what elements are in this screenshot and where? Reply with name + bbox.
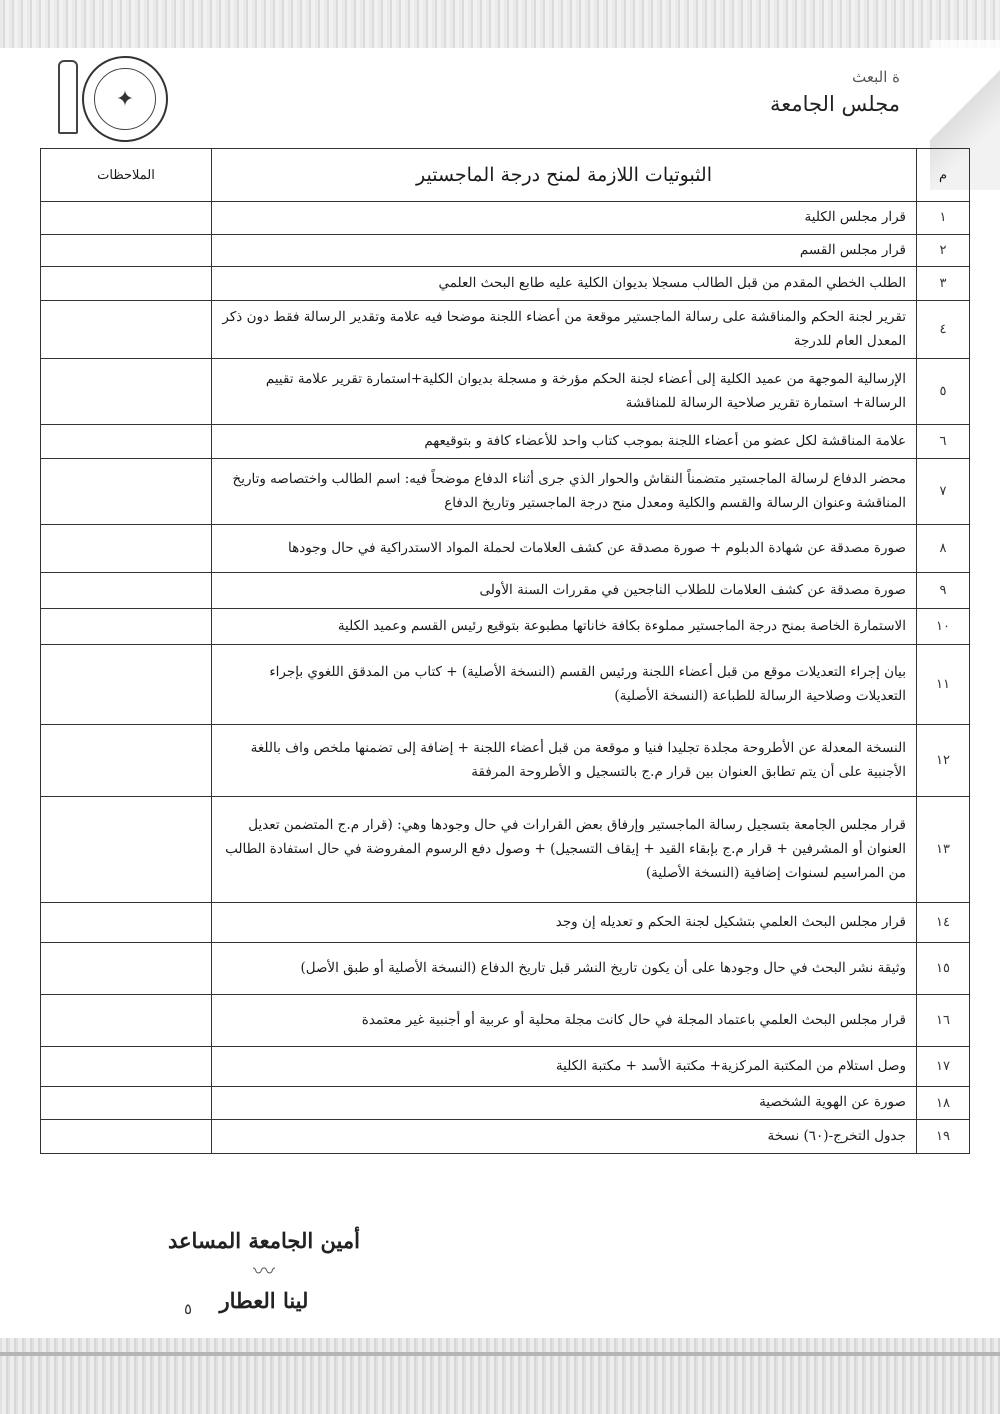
row-number: ١٤ <box>917 903 970 943</box>
table-row <box>41 525 970 573</box>
row-number: ٨ <box>917 525 970 573</box>
requirements-table <box>40 148 970 1154</box>
row-number: ٦ <box>917 425 970 459</box>
row-notes <box>41 459 212 525</box>
table-row <box>41 1087 970 1120</box>
row-number: ٤ <box>917 301 970 359</box>
emblem-side-mark <box>58 60 78 134</box>
row-number: ١٥ <box>917 943 970 995</box>
row-number: ١١ <box>917 645 970 725</box>
row-number: ١٦ <box>917 995 970 1047</box>
table-row <box>41 1047 970 1087</box>
row-requirement: النسخة المعدلة عن الأطروحة مجلدة تجليدا فنيا و موقعة من قبل أعضاء اللجنة + إضافة إلى تضمنها ملخص واف باللغة الأجنبية على أن يتم تطابق العنوان بين قرار م.ج بالتسجيل و الأطروحة المرفقة <box>212 725 917 797</box>
row-requirement: محضر الدفاع لرسالة الماجستير متضمناً النقاش والحوار الذي جرى أثناء الدفاع موضحاً فيه: اسم الطالب واختصاصه وتاريخ المناقشة وعنوان الرسالة والقسم والكلية ومعدل منح درجة الماجستير وتاريخ الدفاع <box>212 459 917 525</box>
table-row <box>41 1119 970 1153</box>
table-row <box>41 609 970 645</box>
row-number: ١٣ <box>917 797 970 903</box>
column-header-requirement: الثبوتيات اللازمة لمنح درجة الماجستير <box>212 149 917 202</box>
row-requirement: قرار مجلس القسم <box>212 234 917 267</box>
row-notes <box>41 573 212 609</box>
signatory-title: أمين الجامعة المساعد <box>168 1228 360 1253</box>
row-notes <box>41 797 212 903</box>
row-number: ١ <box>917 202 970 235</box>
row-requirement: الطلب الخطي المقدم من قبل الطالب مسجلا بديوان الكلية عليه طابع البحث العلمي <box>212 267 917 301</box>
row-notes <box>41 645 212 725</box>
row-notes <box>41 725 212 797</box>
row-requirement: وثيقة نشر البحث في حال وجودها على أن يكون تاريخ النشر قبل تاريخ الدفاع (النسخة الأصلية أو طبق الأصل) <box>212 943 917 995</box>
signatory-name: لينا العطار <box>219 1288 309 1313</box>
row-requirement: صورة مصدقة عن كشف العلامات للطلاب الناجحين في مقررات السنة الأولى <box>212 573 917 609</box>
row-notes <box>41 1119 212 1153</box>
row-notes <box>41 425 212 459</box>
table-row <box>41 425 970 459</box>
row-number: ١٨ <box>917 1087 970 1120</box>
row-requirement: الإرسالية الموجهة من عميد الكلية إلى أعضاء لجنة الحكم مؤرخة و مسجلة بديوان الكلية+استمارة تقرير علامة تقييم الرسالة+ استمارة تقرير صلاحية الرسالة للمناقشة <box>212 359 917 425</box>
seal-emblem-icon: ✦ <box>94 68 156 130</box>
row-notes <box>41 267 212 301</box>
row-notes <box>41 1047 212 1087</box>
row-requirement: وصل استلام من المكتبة المركزية+ مكتبة الأسد + مكتبة الكلية <box>212 1047 917 1087</box>
table-row <box>41 234 970 267</box>
row-number: ٧ <box>917 459 970 525</box>
table-row <box>41 797 970 903</box>
row-notes <box>41 609 212 645</box>
header-council: مجلس الجامعة <box>769 92 900 116</box>
table-row <box>41 725 970 797</box>
row-requirement: قرار مجلس الجامعة بتسجيل رسالة الماجستير وإرفاق بعض القرارات في حال وجودها وهي: (قرار م.ج المتضمن تعديل العنوان أو المشرفين + قرار م.ج بإبقاء القيد + إيقاف التسجيل) + وصول دفع الرسوم المفروضة في حال استفادة الطالب من المراسيم لسنوات إضافية (النسخة الأصلية) <box>212 797 917 903</box>
row-notes <box>41 943 212 995</box>
table-row <box>41 459 970 525</box>
row-number: ١٧ <box>917 1047 970 1087</box>
row-number: ٢ <box>917 234 970 267</box>
row-requirement: صورة مصدقة عن شهادة الدبلوم + صورة مصدقة عن كشف العلامات لحملة المواد الاستدراكية في حال وجودها <box>212 525 917 573</box>
university-seal <box>82 56 168 142</box>
table-row <box>41 995 970 1047</box>
row-requirement: صورة عن الهوية الشخصية <box>212 1087 917 1120</box>
handwritten-signature: 〰 <box>252 1260 275 1285</box>
row-number: ١٢ <box>917 725 970 797</box>
row-notes <box>41 525 212 573</box>
row-notes <box>41 903 212 943</box>
row-notes <box>41 301 212 359</box>
row-requirement: تقرير لجنة الحكم والمناقشة على رسالة الماجستير موقعة من أعضاء اللجنة موضحا فيه علامة وتقدير الرسالة فقط دون ذكر المعدل العام للدرجة <box>212 301 917 359</box>
column-header-notes: الملاحظات <box>41 149 212 202</box>
row-requirement: علامة المناقشة لكل عضو من أعضاء اللجنة بموجب كتاب واحد للأعضاء كافة و بتوقيعهم <box>212 425 917 459</box>
signature-block <box>168 1228 360 1313</box>
document-header <box>770 68 900 116</box>
row-notes <box>41 202 212 235</box>
table-row <box>41 573 970 609</box>
row-number: ١٠ <box>917 609 970 645</box>
requirements-body <box>41 202 970 1154</box>
row-requirement: بيان إجراء التعديلات موقع من قبل أعضاء اللجنة ورئيس القسم (النسخة الأصلية) + كتاب من المدقق اللغوي بإجراء التعديلات وصلاحية الرسالة للطباعة (النسخة الأصلية) <box>212 645 917 725</box>
row-requirement: قرار مجلس البحث العلمي بتشكيل لجنة الحكم و تعديله إن وجد <box>212 903 917 943</box>
row-number: ٥ <box>917 359 970 425</box>
row-number: ٩ <box>917 573 970 609</box>
table-row <box>41 301 970 359</box>
column-header-number: م <box>917 149 970 202</box>
scan-edge-bottom <box>0 1338 1000 1414</box>
row-number: ١٩ <box>917 1119 970 1153</box>
row-requirement: قرار مجلس الكلية <box>212 202 917 235</box>
table-row <box>41 267 970 301</box>
table-row <box>41 903 970 943</box>
row-notes <box>41 995 212 1047</box>
row-notes <box>41 1087 212 1120</box>
table-row <box>41 359 970 425</box>
row-requirement: قرار مجلس البحث العلمي باعتماد المجلة في حال كانت مجلة محلية أو عربية أو أجنبية غير معتمدة <box>212 995 917 1047</box>
table-row <box>41 943 970 995</box>
header-university: ة البعث <box>852 68 900 86</box>
table-header-row <box>41 149 970 202</box>
page-number: ٥ <box>184 1300 193 1318</box>
row-requirement: الاستمارة الخاصة بمنح درجة الماجستير مملوءة بكافة خاناتها مطبوعة بتوقيع رئيس القسم وعميد الكلية <box>212 609 917 645</box>
scan-edge-top <box>0 0 1000 48</box>
row-notes <box>41 234 212 267</box>
table-row <box>41 645 970 725</box>
row-requirement: جدول التخرج-(٦٠) نسخة <box>212 1119 917 1153</box>
table-row <box>41 202 970 235</box>
row-number: ٣ <box>917 267 970 301</box>
row-notes <box>41 359 212 425</box>
